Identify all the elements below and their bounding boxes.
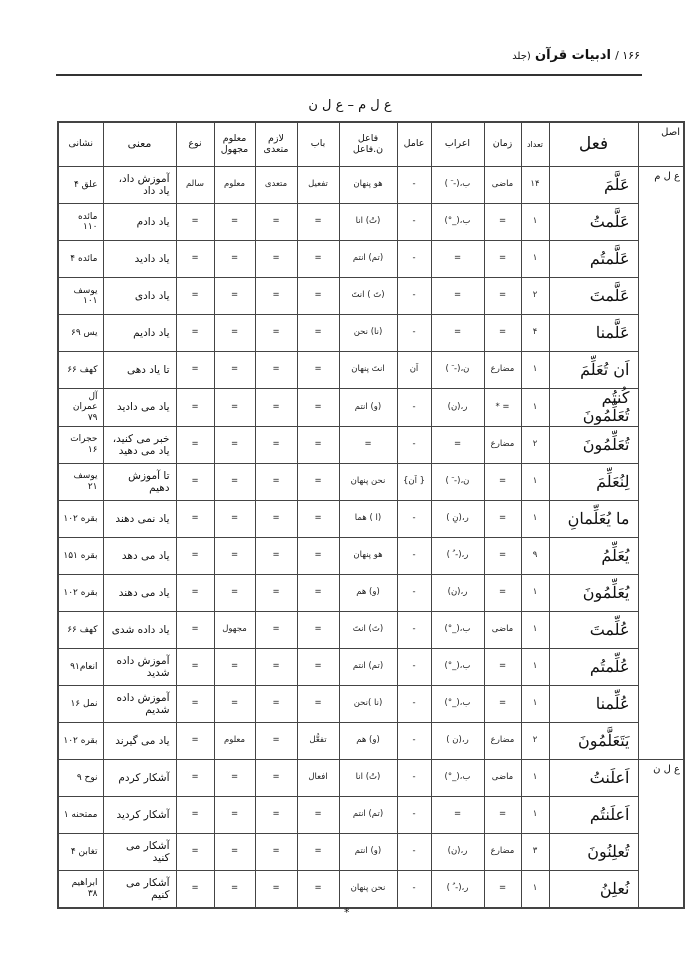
meaning-cell: آشکار می کنید — [103, 833, 176, 870]
tense-cell: = — [484, 315, 521, 352]
tense-cell: = * — [484, 389, 521, 427]
malum-cell: = — [214, 759, 255, 796]
tense-cell: مضارع — [484, 722, 521, 759]
ref-cell: تغابن ۴ — [58, 833, 103, 870]
tense-cell: = — [484, 537, 521, 574]
tense-cell: = — [484, 796, 521, 833]
count-cell: ۱ — [521, 241, 549, 278]
ref-cell: بقره ۱۵۱ — [58, 537, 103, 574]
irab-cell: ر،(- ُ ) — [431, 537, 484, 574]
lazim-cell: = — [255, 389, 297, 427]
count-cell: ۱ — [521, 389, 549, 427]
malum-cell: = — [214, 500, 255, 537]
lazim-cell: = — [255, 426, 297, 463]
irab-cell: ر،(ن) — [431, 574, 484, 611]
ref-cell: کهف ۶۶ — [58, 611, 103, 648]
tense-cell: مضارع — [484, 833, 521, 870]
count-cell: ۱۴ — [521, 167, 549, 204]
table-row — [58, 389, 684, 427]
root-cell: ع ل م — [638, 167, 684, 760]
verb-cell: عُلِّمنا — [549, 685, 638, 722]
header-row — [58, 122, 684, 167]
verb-cell: يُعَلِّمُونَ — [549, 574, 638, 611]
ref-cell: بقره ۱۰۲ — [58, 574, 103, 611]
table-row — [58, 833, 684, 870]
malum-cell: = — [214, 833, 255, 870]
count-cell: ۱ — [521, 685, 549, 722]
irab-cell: ن،(- َ ) — [431, 463, 484, 500]
irab-cell: ب،(_°) — [431, 685, 484, 722]
bab-cell: افعال — [297, 759, 339, 796]
naw-cell: = — [176, 648, 214, 685]
amil-cell: - — [397, 167, 431, 204]
naw-cell: = — [176, 722, 214, 759]
meaning-cell: آشکار می کنیم — [103, 870, 176, 908]
bab-cell: = — [297, 315, 339, 352]
col-header-irab: اعراب — [431, 122, 484, 167]
verb-cell: تُعَلِّمُونَ — [549, 426, 638, 463]
fail-cell: (تم) انتم — [339, 796, 397, 833]
irab-cell: = — [431, 796, 484, 833]
table-row — [58, 500, 684, 537]
table-row — [58, 685, 684, 722]
lazim-cell: = — [255, 352, 297, 389]
table-row — [58, 611, 684, 648]
malum-cell: = — [214, 352, 255, 389]
fail-cell: هو پنهان — [339, 537, 397, 574]
lazim-cell: = — [255, 759, 297, 796]
meaning-cell: یاد دادیم — [103, 315, 176, 352]
footnote-marker: * — [344, 906, 350, 919]
fail-cell: نحن پنهان — [339, 870, 397, 908]
fail-cell: انتَ پنهان — [339, 352, 397, 389]
ref-cell: یس ۶۹ — [58, 315, 103, 352]
tense-cell: = — [484, 870, 521, 908]
naw-cell: = — [176, 278, 214, 315]
table-row — [58, 796, 684, 833]
bab-cell: = — [297, 204, 339, 241]
root-cell: ع ل ن — [638, 759, 684, 908]
verb-cell: عُلِّمتَ — [549, 611, 638, 648]
col-header-bab: باب — [297, 122, 339, 167]
malum-cell: = — [214, 648, 255, 685]
count-cell: ۱ — [521, 796, 549, 833]
count-cell: ۱ — [521, 574, 549, 611]
count-cell: ۲ — [521, 722, 549, 759]
fail-cell: نحن پنهان — [339, 463, 397, 500]
tense-cell: = — [484, 500, 521, 537]
verb-cell: اَن تُعَلِّمَ — [549, 352, 638, 389]
verb-cell: يَتَعَلَّمُونَ — [549, 722, 638, 759]
tense-cell: = — [484, 278, 521, 315]
bab-cell: تفعیل — [297, 167, 339, 204]
table-row — [58, 463, 684, 500]
lazim-cell: = — [255, 537, 297, 574]
malum-cell: = — [214, 315, 255, 352]
tense-cell: مضارع — [484, 426, 521, 463]
meaning-cell: تا یاد دهی — [103, 352, 176, 389]
tense-cell: = — [484, 241, 521, 278]
ref-cell: مائده ۱۱۰ — [58, 204, 103, 241]
irab-cell: ب،(_°) — [431, 759, 484, 796]
lazim-cell: = — [255, 833, 297, 870]
meaning-cell: یاد می دهند — [103, 574, 176, 611]
fail-cell: (تم) انتم — [339, 241, 397, 278]
verb-cell: عَلَّمتُ — [549, 204, 638, 241]
malum-cell: = — [214, 463, 255, 500]
bab-cell: = — [297, 574, 339, 611]
bab-cell: تفعُّل — [297, 722, 339, 759]
naw-cell: = — [176, 389, 214, 427]
tense-cell: = — [484, 648, 521, 685]
naw-cell: = — [176, 611, 214, 648]
tense-cell: = — [484, 204, 521, 241]
verb-cell: يُعَلِّمُ — [549, 537, 638, 574]
col-header-tense: زمان — [484, 122, 521, 167]
fail-cell: (نا )نحن — [339, 685, 397, 722]
malum-cell: = — [214, 389, 255, 427]
irab-cell: ب،(_°) — [431, 648, 484, 685]
fail-cell: (تم) انتم — [339, 648, 397, 685]
naw-cell: = — [176, 796, 214, 833]
meaning-cell: تا آموزش دهیم — [103, 463, 176, 500]
irab-cell: ب،(- َ ) — [431, 167, 484, 204]
table-row — [58, 352, 684, 389]
fail-cell: (تَ) انتَ — [339, 611, 397, 648]
count-cell: ۱ — [521, 500, 549, 537]
amil-cell: - — [397, 611, 431, 648]
meaning-cell: آموزش داده شدیم — [103, 685, 176, 722]
count-cell: ۱ — [521, 352, 549, 389]
meaning-cell: یاد می دهد — [103, 537, 176, 574]
ref-cell: یوسف ۱۰۱ — [58, 278, 103, 315]
naw-cell: = — [176, 685, 214, 722]
naw-cell: = — [176, 537, 214, 574]
meaning-cell: یاد می گیرند — [103, 722, 176, 759]
verb-cell: کُنتُم تُعَلِّمُونَ — [549, 389, 638, 427]
page-header — [56, 40, 642, 76]
fail-cell: (و) انتم — [339, 389, 397, 427]
col-header-count: تعداد — [521, 122, 549, 167]
count-cell: ۳ — [521, 833, 549, 870]
col-header-malum: معلوم مجهول — [214, 122, 255, 167]
ref-cell: نمل ۱۶ — [58, 685, 103, 722]
naw-cell: = — [176, 315, 214, 352]
verb-cell: تُعلِنُونَ — [549, 833, 638, 870]
page-number: ۱۶۶ / — [615, 49, 640, 62]
fail-cell: (و) هم — [339, 574, 397, 611]
amil-cell: - — [397, 278, 431, 315]
fail-cell: هو پنهان — [339, 167, 397, 204]
amil-cell: - — [397, 426, 431, 463]
naw-cell: = — [176, 833, 214, 870]
count-cell: ۲ — [521, 426, 549, 463]
bab-cell: = — [297, 685, 339, 722]
ref-cell: بقره ۱۰۲ — [58, 722, 103, 759]
table-row — [58, 574, 684, 611]
malum-cell: = — [214, 870, 255, 908]
count-cell: ۴ — [521, 315, 549, 352]
count-cell: ۱ — [521, 870, 549, 908]
verb-cell: لِنُعَلِّمَ — [549, 463, 638, 500]
lazim-cell: = — [255, 648, 297, 685]
bab-cell: = — [297, 241, 339, 278]
malum-cell: مجهول — [214, 611, 255, 648]
meaning-cell: یاد دادی — [103, 278, 176, 315]
count-cell: ۲ — [521, 278, 549, 315]
meaning-cell: خبر می کنید، یاد می دهید — [103, 426, 176, 463]
verb-cell: عَلَّمتُم — [549, 241, 638, 278]
malum-cell: = — [214, 685, 255, 722]
bab-cell: = — [297, 352, 339, 389]
ref-cell: انعام۹۱ — [58, 648, 103, 685]
count-cell: ۹ — [521, 537, 549, 574]
table-body — [58, 167, 684, 908]
fail-cell: (و) انتم — [339, 833, 397, 870]
naw-cell: سالم — [176, 167, 214, 204]
bab-cell: = — [297, 426, 339, 463]
amil-cell: - — [397, 648, 431, 685]
irab-cell: ن،(- َ ) — [431, 352, 484, 389]
verb-analysis-table — [57, 121, 685, 909]
table-row — [58, 426, 684, 463]
amil-cell: - — [397, 241, 431, 278]
malum-cell: معلوم — [214, 722, 255, 759]
count-cell: ۱ — [521, 648, 549, 685]
malum-cell: = — [214, 537, 255, 574]
malum-cell: = — [214, 426, 255, 463]
table-row — [58, 537, 684, 574]
tense-cell: ماضی — [484, 759, 521, 796]
count-cell: ۱ — [521, 204, 549, 241]
amil-cell: - — [397, 722, 431, 759]
col-header-root: اصل — [638, 122, 684, 167]
verb-cell: عَلَّمتَ — [549, 278, 638, 315]
irab-cell: ر،(ن ) — [431, 722, 484, 759]
col-header-fail: فاعل ن.فاعل — [339, 122, 397, 167]
naw-cell: = — [176, 870, 214, 908]
amil-cell: - — [397, 759, 431, 796]
lazim-cell: متعدی — [255, 167, 297, 204]
lazim-cell: = — [255, 463, 297, 500]
fail-cell: (تُ) انا — [339, 204, 397, 241]
ref-cell: علق ۴ — [58, 167, 103, 204]
verb-cell: عَلَّمنا — [549, 315, 638, 352]
meaning-cell: آموزش داده شدید — [103, 648, 176, 685]
naw-cell: = — [176, 463, 214, 500]
malum-cell: = — [214, 278, 255, 315]
amil-cell: - — [397, 500, 431, 537]
lazim-cell: = — [255, 796, 297, 833]
irab-cell: ر،(ن) — [431, 389, 484, 427]
ref-cell: مائده ۴ — [58, 241, 103, 278]
irab-cell: ر،(ن) — [431, 833, 484, 870]
count-cell: ۱ — [521, 611, 549, 648]
amil-cell: اَن — [397, 352, 431, 389]
fail-cell: (تُ) انا — [339, 759, 397, 796]
meaning-cell: یاد می دادید — [103, 389, 176, 427]
table-row — [58, 870, 684, 908]
bab-cell: = — [297, 833, 339, 870]
lazim-cell: = — [255, 685, 297, 722]
table-row — [58, 204, 684, 241]
amil-cell: - — [397, 537, 431, 574]
ref-cell: کهف ۶۶ — [58, 352, 103, 389]
bab-cell: = — [297, 389, 339, 427]
fail-cell: (ا ) هما — [339, 500, 397, 537]
col-header-naw: نوع — [176, 122, 214, 167]
lazim-cell: = — [255, 278, 297, 315]
ref-cell: یوسف ۲۱ — [58, 463, 103, 500]
table-row — [58, 278, 684, 315]
fail-cell: (و) هم — [339, 722, 397, 759]
meaning-cell: یاد نمی دهند — [103, 500, 176, 537]
table-row — [58, 648, 684, 685]
verb-cell: نُعلِنُ — [549, 870, 638, 908]
verb-cell: عَلَّمَ — [549, 167, 638, 204]
verb-cell: اَعلَنتُ — [549, 759, 638, 796]
irab-cell: ب،(_°) — [431, 611, 484, 648]
amil-cell: { اَن} — [397, 463, 431, 500]
malum-cell: = — [214, 796, 255, 833]
bab-cell: = — [297, 463, 339, 500]
meaning-cell: یاد داده شدی — [103, 611, 176, 648]
amil-cell: - — [397, 833, 431, 870]
bab-cell: = — [297, 796, 339, 833]
col-header-meaning: معنی — [103, 122, 176, 167]
lazim-cell: = — [255, 500, 297, 537]
naw-cell: = — [176, 352, 214, 389]
irab-cell: ر،(- ُ ) — [431, 870, 484, 908]
naw-cell: = — [176, 426, 214, 463]
meaning-cell: آموزش داد، یاد داد — [103, 167, 176, 204]
section-title: ع ل م – ع ل ن — [308, 98, 392, 113]
count-cell: ۱ — [521, 463, 549, 500]
fail-cell: (تَ ) انتَ — [339, 278, 397, 315]
volume-label: (جلد — [512, 51, 531, 62]
lazim-cell: = — [255, 204, 297, 241]
col-header-amil: عامل — [397, 122, 431, 167]
malum-cell: معلوم — [214, 167, 255, 204]
fail-cell: = — [339, 426, 397, 463]
lazim-cell: = — [255, 611, 297, 648]
bab-cell: = — [297, 870, 339, 908]
col-header-verb: فعل — [549, 122, 638, 167]
amil-cell: - — [397, 315, 431, 352]
ref-cell: نوح ۹ — [58, 759, 103, 796]
table-row — [58, 759, 684, 796]
naw-cell: = — [176, 759, 214, 796]
book-title: ادبیات قرآن — [534, 48, 611, 63]
naw-cell: = — [176, 241, 214, 278]
amil-cell: - — [397, 204, 431, 241]
lazim-cell: = — [255, 315, 297, 352]
meaning-cell: آشکار کردید — [103, 796, 176, 833]
amil-cell: - — [397, 389, 431, 427]
tense-cell: = — [484, 463, 521, 500]
ref-cell: ممتحنه ۱ — [58, 796, 103, 833]
tense-cell: = — [484, 685, 521, 722]
lazim-cell: = — [255, 241, 297, 278]
ref-cell: آل عمران ۷۹ — [58, 389, 103, 427]
amil-cell: - — [397, 870, 431, 908]
lazim-cell: = — [255, 574, 297, 611]
lazim-cell: = — [255, 722, 297, 759]
naw-cell: = — [176, 500, 214, 537]
bab-cell: = — [297, 278, 339, 315]
tense-cell: مضارع — [484, 352, 521, 389]
verb-cell: اَعلَنتُم — [549, 796, 638, 833]
meaning-cell: آشکار کردم — [103, 759, 176, 796]
amil-cell: - — [397, 685, 431, 722]
ref-cell: بقره ۱۰۲ — [58, 500, 103, 537]
col-header-ref: نشانی — [58, 122, 103, 167]
bab-cell: = — [297, 648, 339, 685]
count-cell: ۱ — [521, 759, 549, 796]
irab-cell: = — [431, 315, 484, 352]
bab-cell: = — [297, 611, 339, 648]
irab-cell: ر،(نِ ) — [431, 500, 484, 537]
meaning-cell: یاد دادم — [103, 204, 176, 241]
table-row — [58, 241, 684, 278]
malum-cell: = — [214, 204, 255, 241]
irab-cell: ب،(_°) — [431, 204, 484, 241]
irab-cell: = — [431, 278, 484, 315]
meaning-cell: یاد دادید — [103, 241, 176, 278]
verb-cell: عُلِّمتُم — [549, 648, 638, 685]
table-row — [58, 167, 684, 204]
malum-cell: = — [214, 241, 255, 278]
lazim-cell: = — [255, 870, 297, 908]
ref-cell: ابراهیم ۳۸ — [58, 870, 103, 908]
ref-cell: حجرات ۱۶ — [58, 426, 103, 463]
naw-cell: = — [176, 574, 214, 611]
bab-cell: = — [297, 500, 339, 537]
amil-cell: - — [397, 574, 431, 611]
table-row — [58, 315, 684, 352]
running-head — [512, 48, 640, 63]
amil-cell: - — [397, 796, 431, 833]
naw-cell: = — [176, 204, 214, 241]
verb-cell: ما يُعَلِّمانِ — [549, 500, 638, 537]
bab-cell: = — [297, 537, 339, 574]
tense-cell: ماضی — [484, 611, 521, 648]
fail-cell: (نا) نحن — [339, 315, 397, 352]
malum-cell: = — [214, 574, 255, 611]
table-row — [58, 722, 684, 759]
col-header-lazim: لازم متعدی — [255, 122, 297, 167]
tense-cell: = — [484, 574, 521, 611]
tense-cell: ماضی — [484, 167, 521, 204]
irab-cell: = — [431, 241, 484, 278]
irab-cell: = — [431, 426, 484, 463]
